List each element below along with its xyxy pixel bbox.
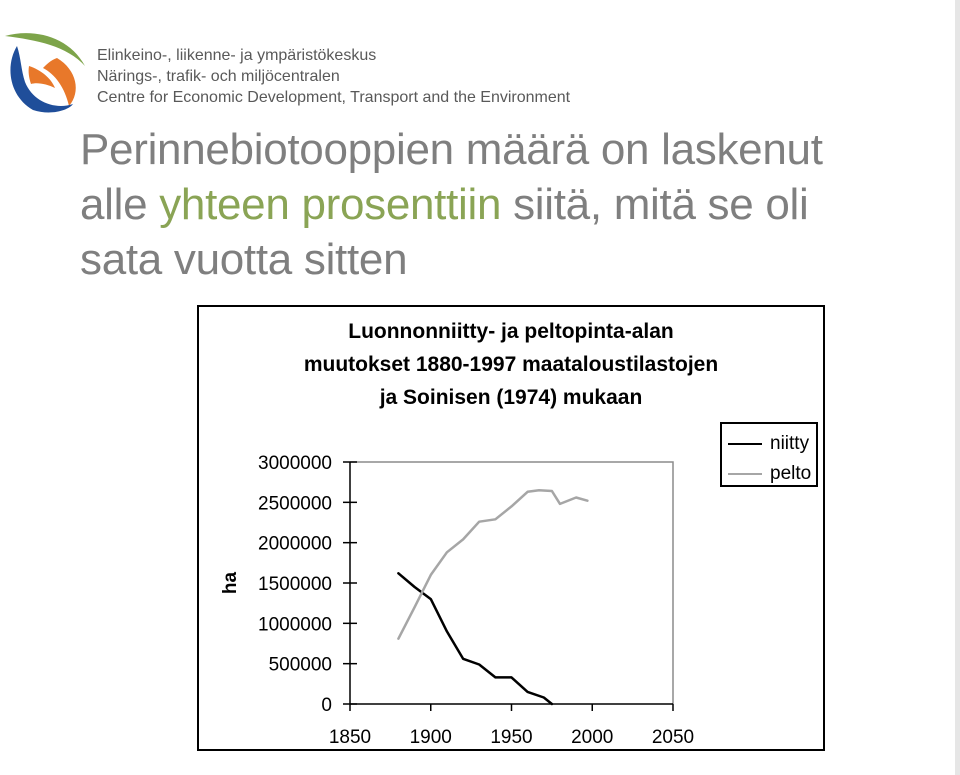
legend-item-niitty: [728, 434, 809, 454]
legend-item-pelto: [728, 464, 811, 484]
chart-title-line-3: ja Soinisen (1974) mukaan: [379, 386, 643, 409]
x-tick-label: 1950: [490, 727, 533, 748]
plot-area-border: [350, 462, 673, 704]
legend-label-pelto: pelto: [770, 463, 812, 484]
title-prefix: alle: [80, 180, 160, 229]
x-tick-label: 1900: [409, 727, 452, 748]
legend-swatch-niitty: [728, 443, 762, 445]
slide-title-line-1: Perinnebiotooppien määrä on laskenut: [80, 125, 823, 174]
chart-title-line-2: muutokset 1880-1997 maataloustilastojen: [303, 353, 719, 376]
x-tick-label: 2050: [651, 727, 695, 748]
x-tick-label: 2000: [571, 727, 614, 748]
x-tick-label: 1850: [328, 727, 372, 748]
org-name-en: Centre for Economic Development, Transport and the Environment: [97, 89, 571, 106]
legend-label-niitty: niitty: [770, 433, 810, 454]
series-line-pelto: [398, 490, 587, 639]
title-suffix: siitä, mitä se oli: [501, 180, 809, 229]
y-axis-label: ha: [220, 571, 241, 595]
chart-title-line-1: Luonnonniitty- ja peltopinta-alan: [348, 320, 674, 343]
legend-swatch-pelto: [728, 473, 762, 475]
y-tick-label: 500000: [268, 654, 332, 676]
title-accent: yhteen prosenttiin: [159, 180, 502, 229]
slide-title-line-3: sata vuotta sitten: [80, 235, 408, 284]
y-tick-label: 1500000: [258, 574, 332, 595]
org-name-fi: Elinkeino-, liikenne- ja ympäristökeskus: [97, 47, 377, 64]
org-name-sv: Närings-, trafik- och miljöcentralen: [97, 68, 340, 85]
y-tick-label: 0: [321, 695, 332, 716]
y-tick-label: 3000000: [258, 453, 332, 474]
chart-legend: [720, 422, 818, 487]
y-tick-label: 2500000: [258, 493, 332, 515]
y-tick-label: 1000000: [258, 614, 332, 636]
y-tick-label: 2000000: [258, 533, 332, 555]
